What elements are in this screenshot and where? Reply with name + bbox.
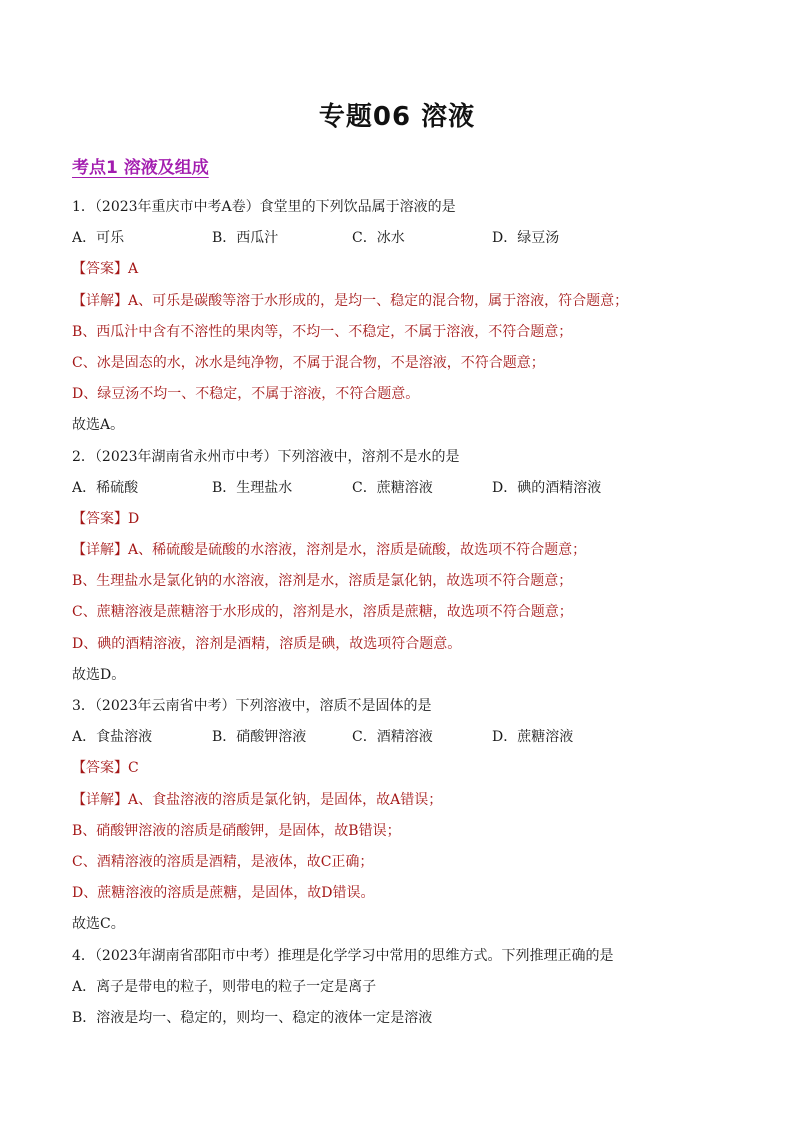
detail-tag: 【详解】 xyxy=(72,791,128,808)
question-2-detail-line: C、蔗糖溶液是蔗糖溶于水形成的，溶剂是水，溶质是蔗糖，故选项不符合题意； xyxy=(72,604,573,621)
detail-tag: 【详解】 xyxy=(72,542,128,559)
detail-tag: 【详解】 xyxy=(72,292,128,309)
question-3-stem: 3．（2023年云南省中考）下列溶液中，溶质不是固体的是 xyxy=(72,698,432,714)
option-c: C．冰水 xyxy=(352,230,405,247)
option-d: D．蔗糖溶液 xyxy=(492,729,574,746)
question-2-detail-line: D、碘的酒精溶液，溶剂是酒精，溶质是碘，故选项符合题意。 xyxy=(72,635,462,652)
question-2-options xyxy=(72,473,732,504)
option-c: C．蔗糖溶液 xyxy=(352,479,433,496)
option-a: A．可乐 xyxy=(72,230,125,247)
answer-value: C xyxy=(128,760,139,777)
option-d: D．碘的酒精溶液 xyxy=(492,479,602,496)
option-a: A．稀硫酸 xyxy=(72,479,139,496)
question-2-answer xyxy=(72,504,732,535)
question-1-conclusion: 故选A。 xyxy=(72,417,125,434)
answer-value: D xyxy=(128,510,140,527)
question-3-detail-line xyxy=(72,785,732,816)
question-1-detail-line xyxy=(72,286,732,317)
option-b: B．硝酸钾溶液 xyxy=(212,729,307,746)
question-3-options xyxy=(72,722,732,753)
option-b: B．西瓜汁 xyxy=(212,230,279,247)
question-2-stem: 2．（2023年湖南省永州市中考）下列溶液中，溶剂不是水的是 xyxy=(72,448,460,465)
answer-value: A xyxy=(128,261,139,278)
detail-text: A、食盐溶液的溶质是氯化钠，是固体，故A错误； xyxy=(128,791,443,808)
option-c: C．酒精溶液 xyxy=(352,729,433,746)
question-3-detail-line: C、酒精溶液的溶质是酒精，是液体，故C正确； xyxy=(72,853,374,870)
question-1-detail-line: C、冰是固态的水，冰水是纯净物，不属于混合物，不是溶液，不符合题意； xyxy=(72,354,545,371)
section-heading: 考点1 溶液及组成 xyxy=(72,158,209,178)
answer-tag: 【答案】 xyxy=(72,510,128,527)
option-b: B．生理盐水 xyxy=(212,479,293,496)
option-d: D．绿豆汤 xyxy=(492,230,560,247)
detail-text: A、稀硫酸是硫酸的水溶液，溶剂是水，溶质是硫酸，故选项不符合题意； xyxy=(128,542,587,559)
question-1-stem: 1．（2023年重庆市中考A卷）食堂里的下列饮品属于溶液的是 xyxy=(72,199,456,215)
detail-text: A、可乐是碳酸等溶于水形成的，是均一、稳定的混合物，属于溶液，符合题意； xyxy=(128,292,629,309)
option-a: A．食盐溶液 xyxy=(72,729,153,746)
question-4-stem: 4．（2023年湖南省邵阳市中考）推理是化学学习中常用的思维方式。下列推理正确的是 xyxy=(72,947,614,964)
question-2-conclusion: 故选D。 xyxy=(72,666,126,683)
question-3-conclusion: 故选C。 xyxy=(72,916,125,933)
question-1-detail-line: D、绿豆汤不均一、不稳定，不属于溶液，不符合题意。 xyxy=(72,386,420,403)
answer-tag: 【答案】 xyxy=(72,760,128,777)
page-title: 专题06 溶液 xyxy=(318,102,476,132)
question-1-answer xyxy=(72,254,732,285)
question-4-option-a: A．离子是带电的粒子，则带电的粒子一定是离子 xyxy=(72,978,377,995)
question-3-answer xyxy=(72,753,732,784)
question-1-detail-line: B、西瓜汁中含有不溶性的果肉等，不均一、不稳定，不属于溶液，不符合题意； xyxy=(72,323,573,340)
question-list xyxy=(72,192,732,1034)
question-1-options xyxy=(72,223,732,254)
question-3-detail-line: B、硝酸钾溶液的溶质是硝酸钾，是固体，故B错误； xyxy=(72,822,401,839)
question-3-detail-line: D、蔗糖溶液的溶质是蔗糖，是固体，故D错误。 xyxy=(72,885,375,902)
question-4-option-b: B．溶液是均一、稳定的，则均一、稳定的液体一定是溶液 xyxy=(72,1009,433,1026)
question-2-detail-line xyxy=(72,535,732,566)
question-2-detail-line: B、生理盐水是氯化钠的水溶液，溶剂是水，溶质是氯化钠，故选项不符合题意； xyxy=(72,573,573,590)
answer-tag: 【答案】 xyxy=(72,261,128,278)
